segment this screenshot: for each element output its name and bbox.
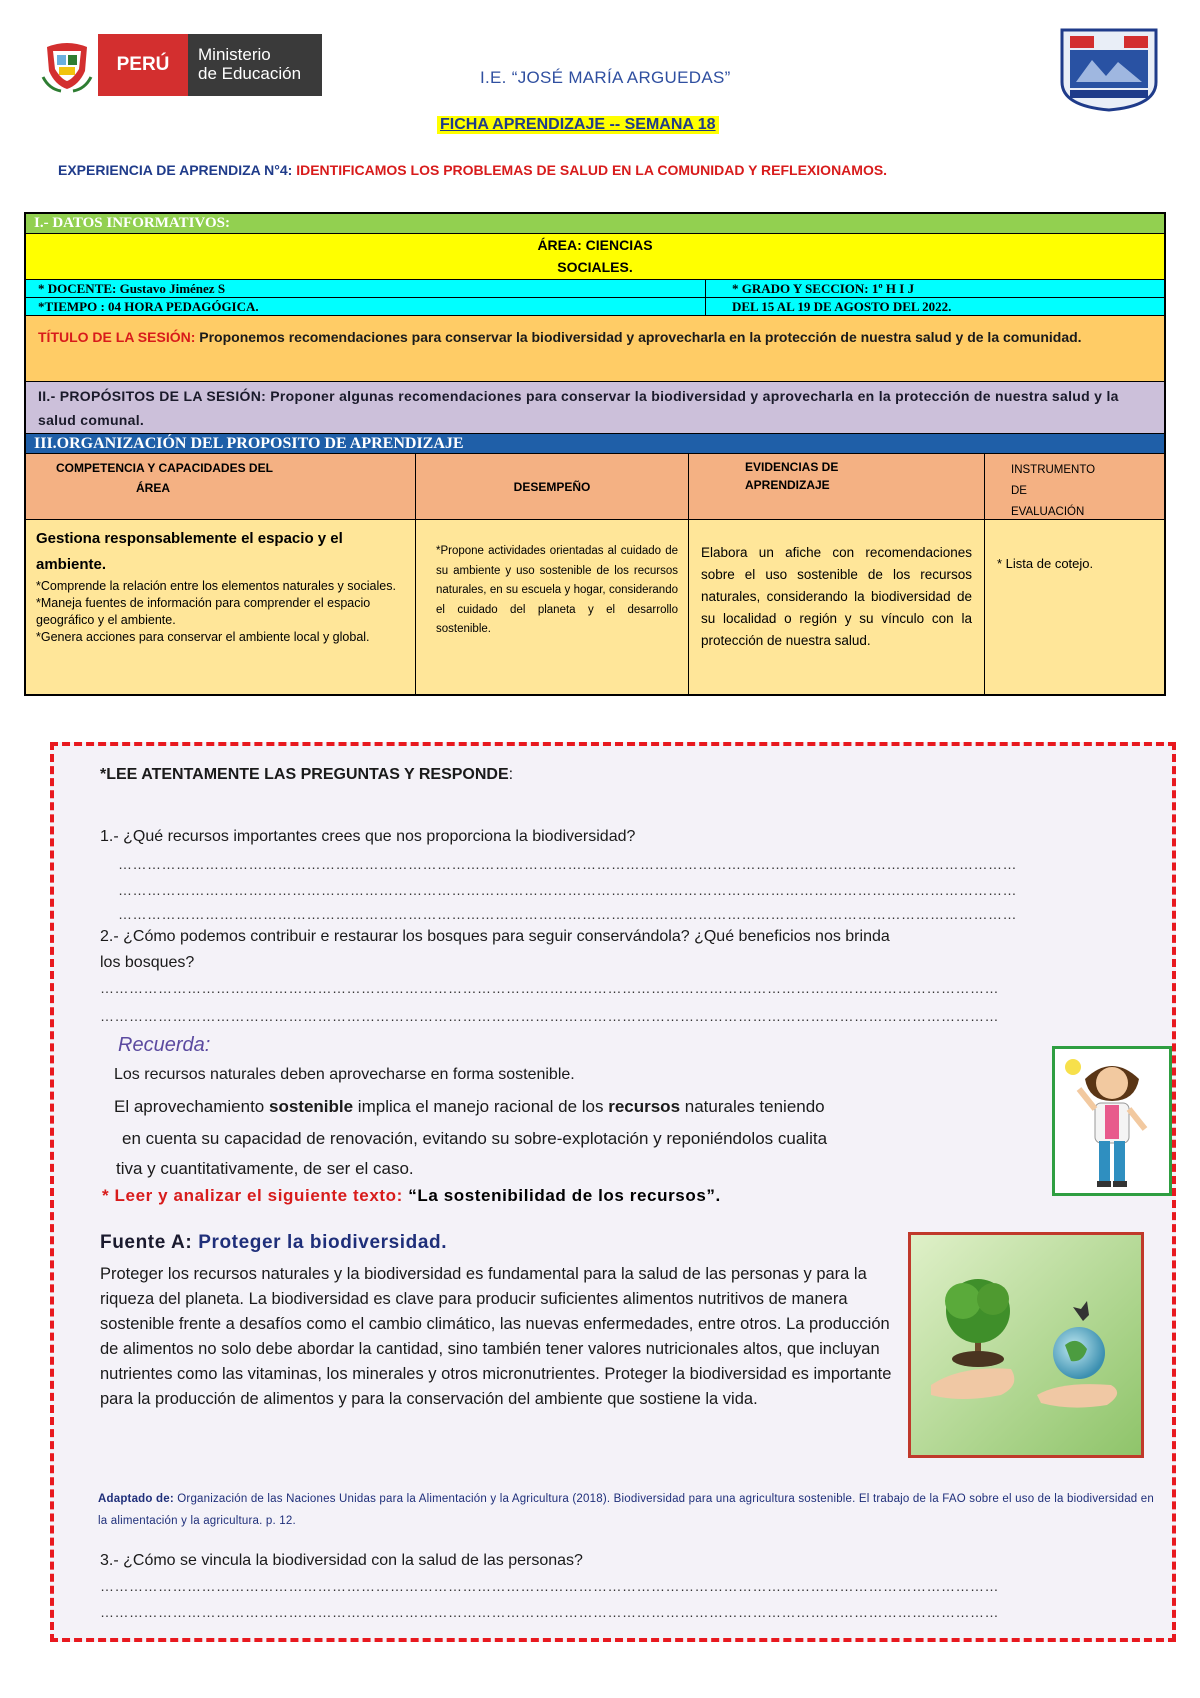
ministerio-label bbox=[188, 34, 322, 96]
recuerda-line2-e: naturales teniendo bbox=[680, 1097, 825, 1116]
header-evidencias bbox=[689, 454, 985, 519]
answer-line-2a[interactable]: …………………………………………………………………………………………………………………………………………………………………… bbox=[100, 980, 999, 996]
experiencia-heading bbox=[58, 162, 887, 178]
docente-cell: * DOCENTE: Gustavo Jiménez S bbox=[26, 280, 706, 297]
competencia-line1: COMPETENCIA Y CAPACIDADES DEL bbox=[56, 461, 273, 475]
peru-coat-of-arms-icon bbox=[36, 34, 98, 96]
recuerda-line4: tiva y cuantitativamente, de ser el caso. bbox=[116, 1159, 414, 1178]
instruction bbox=[100, 766, 513, 784]
recuerda-line2-a: El aprovechamiento bbox=[114, 1097, 269, 1116]
answer-line-1b[interactable]: …………………………………………………………………………………………………………………………………………………………………… bbox=[118, 882, 1017, 898]
answer-line-1c[interactable]: …………………………………………………………………………………………………………………………………………………………………… bbox=[118, 906, 1017, 922]
titulo-label: TÍTULO DE LA SESIÓN: bbox=[38, 329, 200, 345]
answer-line-3b[interactable]: …………………………………………………………………………………………………………………………………………………………………… bbox=[100, 1604, 999, 1620]
instrumento-line2: DE bbox=[1011, 485, 1027, 497]
instruction-colon: : bbox=[508, 766, 514, 783]
instrumento-line1: INSTRUMENTO bbox=[1011, 464, 1096, 476]
leer-label: * Leer y analizar el siguiente texto: bbox=[102, 1186, 409, 1205]
school-title: I.E. “JOSÉ MARÍA ARGUEDAS” bbox=[480, 68, 731, 87]
ministerio-line2: de Educación bbox=[198, 64, 302, 83]
area-line2: SOCIALES. bbox=[557, 259, 633, 275]
instrumento-cell: * Lista de cotejo. bbox=[997, 556, 1094, 571]
propositos-sesion: II.- PROPÓSITOS DE LA SESIÓN: Proponer algunas recomendaciones para conservar la biodiversidad y aprovecharla en la protección de nuestra salud y la salud comunal. bbox=[26, 382, 1164, 434]
answer-line-2b[interactable]: …………………………………………………………………………………………………………………………………………………………………… bbox=[100, 1008, 999, 1024]
recuerda-line3: en cuenta su capacidad de renovación, evitando su sobre-explotación y reponiéndolos cualita bbox=[122, 1129, 828, 1148]
titulo-text: Proponemos recomendaciones para conservar la biodiversidad y aprovecharla en la protección de nuestra salud y de la comunidad. bbox=[199, 329, 1082, 345]
peru-label: PERÚ bbox=[98, 34, 188, 96]
leer-instruction bbox=[102, 1186, 721, 1206]
question-2-line1: 2.- ¿Cómo podemos contribuir e restaurar los bosques para seguir conservándola? ¿Qué beneficios nos brinda bbox=[100, 928, 890, 945]
instrumento-line3: EVALUACIÓN bbox=[1011, 506, 1085, 518]
adaptado-citation bbox=[98, 1488, 1158, 1532]
page-header bbox=[0, 0, 1200, 200]
recuerda-line1: Los recursos naturales deben aprovecharse en forma sostenible. bbox=[114, 1066, 575, 1083]
recuerda-line2-b: sostenible bbox=[268, 1097, 354, 1116]
info-table bbox=[24, 212, 1166, 696]
evidencia-cell: Elabora un afiche con recomendaciones sobre el uso sostenible de los recursos naturales, considerando la biodiversidad de su localidad o región y su vínculo con la protección de nuestra salud. bbox=[689, 520, 985, 694]
fuente-heading bbox=[100, 1232, 447, 1254]
competencia-line2: ÁREA bbox=[136, 481, 171, 495]
leer-title: “La sostenibilidad de los recursos”. bbox=[408, 1186, 721, 1205]
teacher-illustration-icon bbox=[1052, 1046, 1172, 1196]
fuente-label: Fuente A: bbox=[100, 1232, 199, 1253]
recuerda-line2-d: recursos bbox=[608, 1097, 681, 1116]
fuente-title: Proteger la biodiversidad. bbox=[198, 1232, 448, 1253]
table-header-row bbox=[26, 454, 1164, 520]
school-crest-icon bbox=[1056, 26, 1162, 112]
adaptado-label: Adaptado de: bbox=[98, 1493, 178, 1505]
recuerda-line2-c: implica el manejo racional de los bbox=[353, 1097, 609, 1116]
fecha-cell: DEL 15 AL 19 DE AGOSTO DEL 2022. bbox=[732, 299, 952, 314]
question-1: 1.- ¿Qué recursos importantes crees que nos proporciona la biodiversidad? bbox=[100, 828, 636, 845]
competencia-cell bbox=[26, 520, 416, 694]
experiencia-label: EXPERIENCIA DE APRENDIZA N°4: bbox=[58, 162, 297, 178]
datos-informativos-title: I.- DATOS INFORMATIVOS: bbox=[26, 214, 1164, 234]
fuente-body: Proteger los recursos naturales y la biodiversidad es fundamental para la salud de las personas y para la riqueza del planeta. La biodiversidad es clave para producir suficientes alimentos nutritivos de manera sostenible frente a desafíos como el cambio climático, las nuevas enfermedades, entre otros. La producción de alimentos no solo debe abordar la cantidad, sino también tener valores nutricionales altos, que incluyan nutrientes como las vitaminas, los minerales y otros micronutrientes. Proteger la biodiversidad es importante para la producción de alimentos y para la conservación del ambiente que sostiene la vida. bbox=[100, 1265, 892, 1408]
desempeno-cell: *Propone actividades orientadas al cuidado de su ambiente y uso sostenible de los recursos naturales, en su escuela y hogar, considerando el cuidado del planeta y el desarrollo sostenible. bbox=[416, 520, 689, 694]
recuerda-label: Recuerda: bbox=[118, 1034, 211, 1056]
capacidad-1: *Comprende la relación entre los elementos naturales y sociales. bbox=[36, 579, 396, 593]
recuerda-line2 bbox=[114, 1092, 825, 1122]
answer-line-3a[interactable]: …………………………………………………………………………………………………………………………………………………………………… bbox=[100, 1578, 999, 1594]
ficha-title: FICHA APRENDIZAJE -- SEMANA 18 bbox=[437, 116, 719, 134]
experiencia-title: IDENTIFICAMOS LOS PROBLEMAS DE SALUD EN LA COMUNIDAD Y REFLEXIONAMOS. bbox=[296, 162, 888, 178]
answer-line-1a[interactable]: …………………………………………………………………………………………………………………………………………………………………… bbox=[118, 856, 1017, 872]
minedu-logo bbox=[36, 34, 322, 96]
adaptado-text: Organización de las Naciones Unidas para la Alimentación y la Agricultura (2018). Biodiversidad para una agricultura sostenible. El trabajo de la FAO sobre el uso de la biodiversidad en la alimentación y la agricultura. p. 12. bbox=[98, 1493, 1154, 1527]
capacidad-3: *Genera acciones para conservar el ambiente local y global. bbox=[36, 630, 370, 644]
competencia-title: Gestiona responsablemente el espacio y el ambiente. bbox=[36, 530, 343, 573]
biodiversity-photo bbox=[908, 1232, 1144, 1458]
area-cell bbox=[26, 234, 1164, 280]
evidencias-line1: EVIDENCIAS DE bbox=[745, 460, 839, 474]
grado-cell: * GRADO Y SECCION: 1º H I J bbox=[732, 281, 915, 296]
header-desempeno: DESEMPEÑO bbox=[416, 454, 689, 519]
ministerio-line1: Ministerio bbox=[198, 45, 271, 64]
table-body-row bbox=[26, 520, 1164, 694]
question-2-line2: los bosques? bbox=[100, 954, 195, 971]
capacidad-2: *Maneja fuentes de información para comprender el espacio geográfico y el ambiente. bbox=[36, 596, 371, 627]
instruction-text: *LEE ATENTAMENTE LAS PREGUNTAS Y RESPONDE bbox=[100, 766, 509, 783]
question-3: 3.- ¿Cómo se vincula la biodiversidad con la salud de las personas? bbox=[100, 1552, 583, 1569]
area-line1: ÁREA: CIENCIAS bbox=[537, 237, 653, 253]
evidencias-line2: APRENDIZAJE bbox=[745, 478, 830, 492]
tiempo-row bbox=[26, 298, 1164, 316]
docente-row bbox=[26, 280, 1164, 298]
header-competencia bbox=[26, 454, 416, 519]
header-instrumento bbox=[985, 454, 1164, 519]
organizacion-title: III.ORGANIZACIÓN DEL PROPOSITO DE APRENDIZAJE bbox=[26, 434, 1164, 454]
tiempo-cell: *TIEMPO : 04 HORA PEDAGÓGICA. bbox=[26, 298, 706, 315]
titulo-sesion bbox=[26, 316, 1164, 382]
